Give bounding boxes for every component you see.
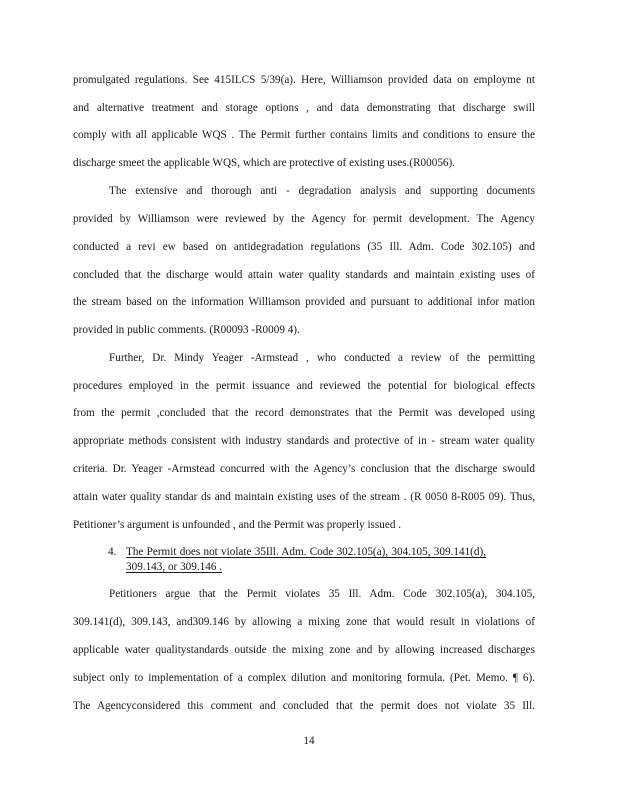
paragraph-3-line-7: Petitioner’s argument is unfounded , and the Permit was properly issued . xyxy=(73,519,402,531)
paragraph-3-line-3: from the permit ,concluded that the record demonstrates that the Permit was developed using xyxy=(73,407,535,419)
paragraph-2-line-4: concluded that the discharge would attain water quality standards and maintain existing uses of xyxy=(73,269,535,281)
paragraph-1-line-4: discharge smeet the applicable WQS, which are protective of existing uses.(R00056). xyxy=(73,157,456,169)
paragraph-1-line-2: and alternative treatment and storage options , and data demonstrating that discharge swill xyxy=(73,102,535,114)
section-number: 4. xyxy=(108,546,117,558)
paragraph-2-line-6: provided in public comments. (R00093 -R0009 4). xyxy=(73,324,300,336)
paragraph-2-line-2: provided by Williamson were reviewed by the Agency for permit development. The Agency xyxy=(73,213,535,225)
paragraph-3-line-1: Further, Dr. Mindy Yeager -Armstead , who conducted a review of the permitting xyxy=(109,352,535,364)
paragraph-2-line-3: conducted a revi ew based on antidegradation regulations (35 Ill. Adm. Code 302.105) and xyxy=(73,241,535,253)
paragraph-1-line-3: comply with all applicable WQS . The Permit further contains limits and conditions to ensure the xyxy=(73,129,535,141)
paragraph-3-line-5: criteria. Dr. Yeager -Armstead concurred with the Agency’s conclusion that the discharge swould xyxy=(73,463,535,475)
paragraph-4-line-1: Petitioners argue that the Permit violates 35 Ill. Adm. Code 302.105(a), 304.105, xyxy=(109,588,535,600)
paragraph-4-line-4: subject only to implementation of a complex dilution and monitoring formula. (Pet. Memo. ¶ 6). xyxy=(73,672,535,684)
paragraph-1-line-1: promulgated regulations. See 415ILCS 5/39(a). Here, Williamson provided data on employme nt xyxy=(73,74,535,86)
paragraph-4-line-2: 309.141(d), 309.143, and309.146 by allowing a mixing zone that would result in violations of xyxy=(73,616,535,628)
paragraph-2-line-5: the stream based on the information Williamson provided and pursuant to additional infor mation xyxy=(73,296,535,308)
paragraph-3-line-4: appropriate methods consistent with industry standards and protective of in - stream water quality xyxy=(73,435,535,447)
page-number: 14 xyxy=(303,735,315,747)
paragraph-3-line-6: attain water quality standar ds and maintain existing uses of the stream . (R 0050 8-R005 09). Thus, xyxy=(73,491,535,503)
paragraph-2-line-1: The extensive and thorough anti - degradation analysis and supporting documents xyxy=(109,185,535,197)
paragraph-4-line-5: The Agencyconsidered this comment and concluded that the permit does not violate 35 Ill. xyxy=(73,700,535,712)
section-heading-line-2: 309.143, or 309.146 . xyxy=(126,561,223,573)
paragraph-4-line-3: applicable water qualitystandards outside the mixing zone and by allowing increased discharges xyxy=(73,644,535,656)
section-heading-line-1: The Permit does not violate 35Ill. Adm. Code 302.105(a), 304.105, 309.141(d), xyxy=(126,546,486,558)
paragraph-3-line-2: procedures employed in the permit issuance and reviewed the potential for biological effects xyxy=(73,380,535,392)
